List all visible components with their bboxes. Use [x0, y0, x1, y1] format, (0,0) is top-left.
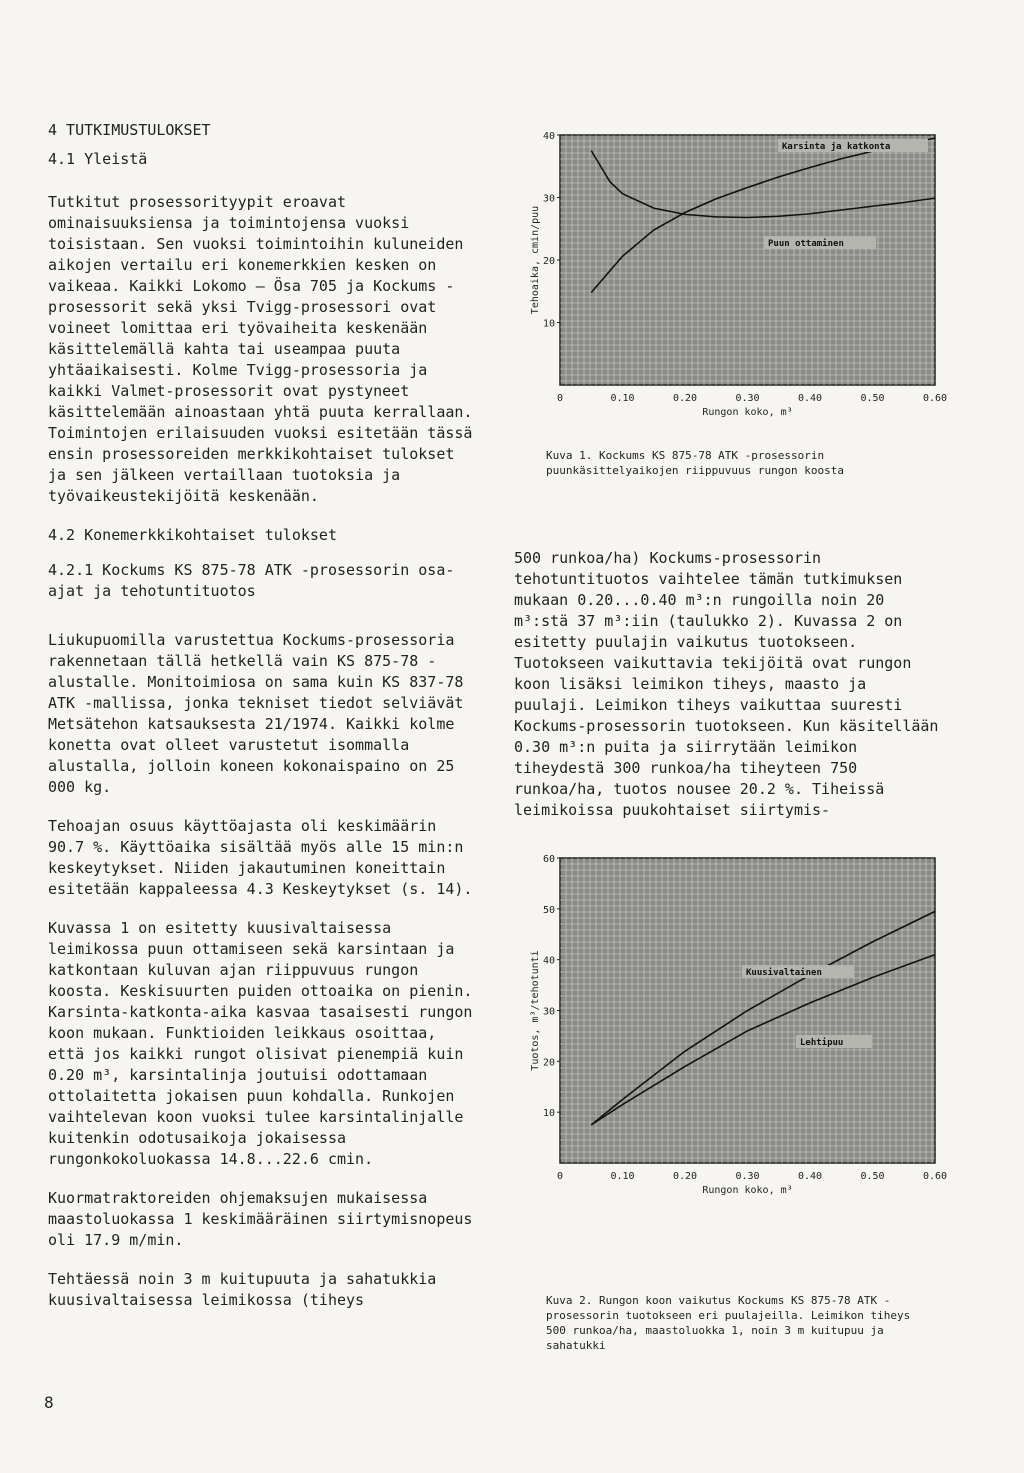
page-number: 8 [44, 1393, 54, 1412]
series-label-0: Karsinta ja katkonta [782, 142, 891, 152]
paragraph-1: Liukupuomilla varustettua Kockums-prosessoria rakennetaan tällä hetkellä vain KS 875-78 -alustalle. Monitoimiosa on sama kuin KS 837-78 ATK -mallissa, jonka tekniset tiedot selviävät Metsätehon katsauksesta 21/1974. Kaikki kolme konetta ovat olleet varustetut isommalla alustalla, jolloin koneen kokonaispaino on 25 000 kg. [48, 631, 464, 796]
right-column [514, 548, 942, 839]
paragraph-4: Kuormatraktoreiden ohjemaksujen mukaisessa maastoluokassa 1 keskimääräinen siirtymisnopeus oli 17.9 m/min. [48, 1189, 473, 1249]
section-subheading: 4.1 Yleistä [48, 150, 148, 168]
y-tick-label: 20 [542, 256, 555, 267]
x-axis-label: Rungon koko, m³ [702, 407, 793, 418]
section2-subtitle: 4.2.1 Kockums KS 875-78 ATK -prosessorin osa-ajat ja tehotuntituotos [48, 561, 455, 600]
y-tick-label: 40 [542, 131, 555, 142]
plot-area [560, 135, 935, 385]
x-tick-label: 0.50 [860, 1171, 885, 1182]
x-tick-label: 0.60 [922, 393, 948, 404]
y-axis-label: Tehoaika, cmin/puu [530, 205, 541, 315]
x-tick-label: 0.30 [735, 393, 760, 404]
y-tick-label: 30 [542, 1006, 555, 1018]
paragraph-3: Kuvassa 1 on esitetty kuusivaltaisessa leimikossa puun ottamiseen sekä karsintaan ja katkontaan kuluvan ajan riippuvuus rungon koosta. Keskisuurten puiden ottoaika on pienin. Karsinta-katkonta-aika kasvaa tasaisesti rungon koon mukaan. Funktioiden leikkaus osoittaa, että jos kaikki rungot olisivat pienempiä kuin 0.20 m³, karsintalinja joutuisi odottamaan ottolaitetta jokaisen puun kohdalla. Runkojen vaihtelevan koon vuoksi tulee karsintalinjalle kuitenkin odotusaikoja jokaisessa rungonkokoluokassa 14.8...22.6 cmin. [48, 919, 473, 1168]
x-tick-label: 0.20 [672, 393, 698, 404]
series-label-0: Kuusivaltainen [746, 968, 822, 978]
paragraph-2: Tehoajan osuus käyttöajasta oli keskimäärin 90.7 %. Käyttöaika sisältää myös alle 15 min:n keskeytykset. Niiden jakautuminen koneittain esitetään kappaleessa 4.3 Keskeytykset (s. 14). [48, 817, 473, 898]
x-tick-label: 0.40 [797, 1171, 823, 1182]
paragraph-right: 500 runkoa/ha) Kockums-prosessorin tehotuntituotos vaihtelee tämän tutkimuksen mukaan 0.20...0.40 m³:n rungoilla noin 20 m³:stä 37 m³:iin (taulukko 2). Kuvassa 2 on esitetty puulajin vaikutus tuotokseen. Tuotokseen vaikuttavia tekijöitä ovat rungon koon lisäksi leimikon tiheys, maasto ja puulaji. Leimikon tiheys vaikuttaa suuresti Kockums-prosessorin tuotokseen. Kun käsitellään 0.30 m³:n puita ja siirrytään leimikon tiheydestä 300 runkoa/ha tiheyteen 750 runkoa/ha, tuotos nousee 20.2 %. Tiheissä leimikoissa puukohtaiset siirtymis- [514, 549, 939, 819]
x-axis-label: Rungon koko, m³ [702, 1185, 793, 1196]
x-tick-label: 0.10 [610, 1171, 635, 1182]
chart-2-output [510, 848, 950, 1206]
y-tick-label: 60 [542, 854, 555, 865]
x-tick-label: 0.20 [672, 1171, 698, 1182]
x-tick-label: 0.10 [610, 393, 635, 404]
y-tick-label: 50 [542, 904, 555, 916]
x-tick-label: 0 [556, 1171, 564, 1182]
series-label-1: Lehtipuu [800, 1038, 844, 1048]
figure-2-caption: Kuva 2. Rungon koon vaikutus Kockums KS 875-78 ATK -prosessorin tuotokseen eri puulajeilla. Leimikon tiheys 500 runkoa/ha, maastoluokka 1, noin 3 m kuitupuu ja sahatukki [546, 1294, 911, 1352]
y-tick-label: 10 [542, 1108, 555, 1120]
chart-1-processing-time [510, 125, 950, 420]
paragraph-5: Tehtäessä noin 3 m kuitupuuta ja sahatukkia kuusivaltaisessa leimikossa (tiheys [48, 1270, 437, 1309]
section2-title: 4.2 Konemerkkikohtaiset tulokset [48, 526, 337, 544]
y-axis-label: Tuotos, m³/tehotunti [530, 950, 541, 1071]
x-tick-label: 0.40 [797, 393, 823, 404]
x-tick-label: 0.50 [860, 393, 885, 404]
series-label-1: Puun ottaminen [768, 239, 844, 249]
x-tick-label: 0.30 [735, 1171, 760, 1182]
y-tick-label: 30 [542, 193, 555, 205]
x-tick-label: 0 [556, 393, 564, 404]
figure-1-caption: Kuva 1. Kockums KS 875-78 ATK -prosessorin puunkäsittelyaikojen riippuvuus rungon koosta [546, 449, 845, 477]
y-tick-label: 40 [542, 955, 555, 967]
y-tick-label: 20 [542, 1057, 555, 1069]
x-tick-label: 0.60 [922, 1171, 948, 1182]
left-column [48, 120, 478, 1329]
section-heading: 4 TUTKIMUSTULOKSET [48, 121, 211, 139]
y-tick-label: 10 [542, 318, 555, 330]
paragraph-general: Tutkitut prosessorityypit eroavat ominaisuuksiensa ja toimintojensa vuoksi toisistaan. Sen vuoksi toimintoihin kuluneiden aikojen vertailu eri konemerkkien kesken on vaikeaa. Kaikki Lokomo – Ösa 705 ja Kockums -prosessorit sekä yksi Tvigg-prosessori ovat voineet lomittaa eri työvaiheita keskenään käsittelemällä kahta tai useampaa puuta yhtäaikaisesti. Kolme Tvigg-prosessoria ja kaikki Valmet-prosessorit ovat pystyneet käsittelemään ainoastaan yhtä puuta kerrallaan. Toimintojen erilaisuuden vuoksi esitetään tässä ensin prosessoreiden merkkikohtaiset tulokset ja sen jälkeen vertaillaan tuotoksia ja työvaikeustekijöitä keskenään. [48, 193, 473, 505]
